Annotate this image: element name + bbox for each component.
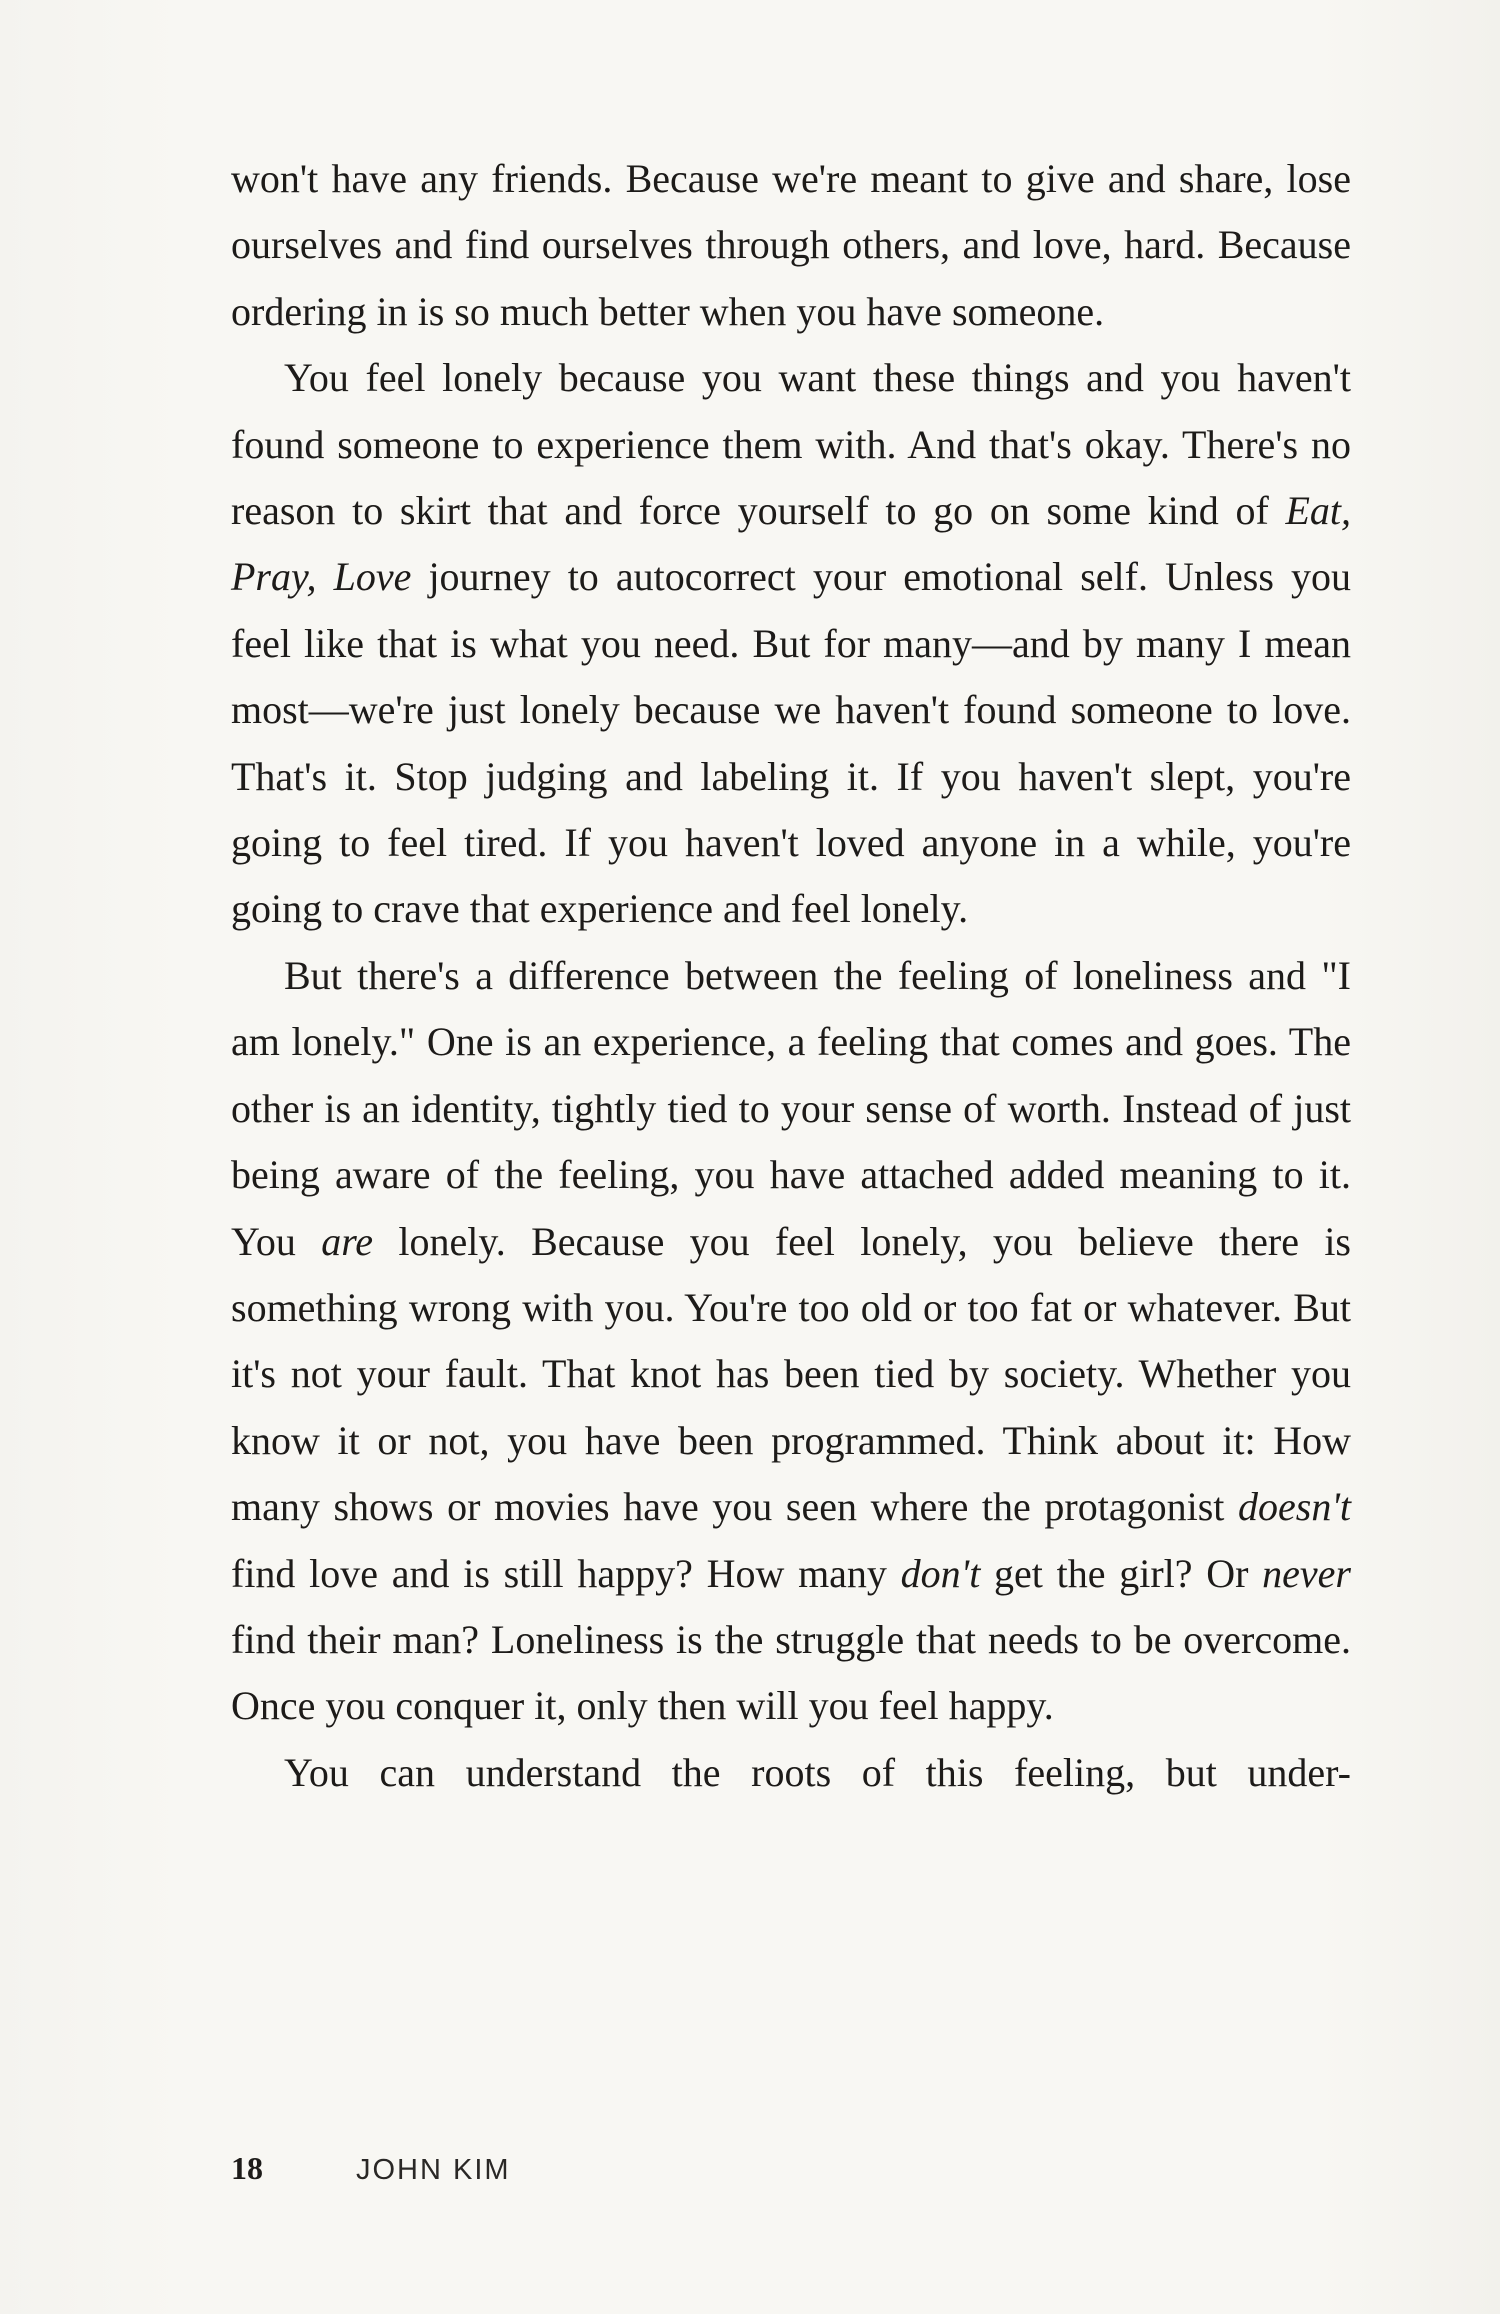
- italic-text: are: [321, 1218, 374, 1264]
- paragraph-2: [231, 345, 1351, 943]
- paragraph-3: [231, 943, 1351, 1740]
- paragraph-1: [231, 146, 1351, 345]
- body-text: [231, 146, 1351, 1806]
- text-run: journey to autocorrect your emotional self. Unless you feel like that is what you need. But for many—and by many I mean most—we're just lonely because we haven't found someone to love. That's it. Stop judging and labeling it. If you haven't slept, you're going to feel tired. If you haven't loved anyone in a while, you're going to crave that experience and feel lonely.: [231, 554, 1351, 932]
- italic-text: never: [1262, 1550, 1351, 1596]
- running-head-author: JOHN KIM: [356, 2154, 511, 2186]
- italic-text: Eat, Pray, Love: [231, 488, 1351, 600]
- text-run: find their man? Loneliness is the struggle that needs to be overcome. Once you conquer it, only then will you feel happy.: [231, 1616, 1351, 1729]
- text-run: But there's a difference between the feeling of loneliness and "I am lonely." One is an experience, a feeling that comes and goes. The other is an identity, tightly tied to your sense of worth. Instead of just being aware of the feeling, you have attached added meaning to it. You: [231, 952, 1351, 1264]
- page-footer: [231, 2150, 511, 2187]
- text-run: You can understand the roots of this feeling, but under-: [284, 1749, 1351, 1795]
- text-run: get the girl? Or: [980, 1550, 1263, 1596]
- text-run: You feel lonely because you want these things and you haven't found someone to experience them with. And that's okay. There's no reason to skirt that and force yourself to go on some kind of: [231, 355, 1351, 534]
- text-run: lonely. Because you feel lonely, you believe there is something wrong with you. You're too old or too fat or whatever. But it's not your fault. That knot has been tied by society. Whether you know it or not, you have been programmed. Think about it: How many shows or movies have you seen where the protagonist: [231, 1218, 1351, 1530]
- italic-text: don't: [900, 1550, 981, 1596]
- text-run: find love and is still happy? How many: [231, 1550, 901, 1596]
- italic-text: doesn't: [1238, 1484, 1351, 1530]
- paragraph-4: [231, 1740, 1351, 1806]
- text-run: won't have any friends. Because we're meant to give and share, lose ourselves and find ourselves through others, and love, hard. Because ordering in is so much better when you have someone.: [231, 156, 1351, 334]
- page-number: 18: [231, 2150, 263, 2186]
